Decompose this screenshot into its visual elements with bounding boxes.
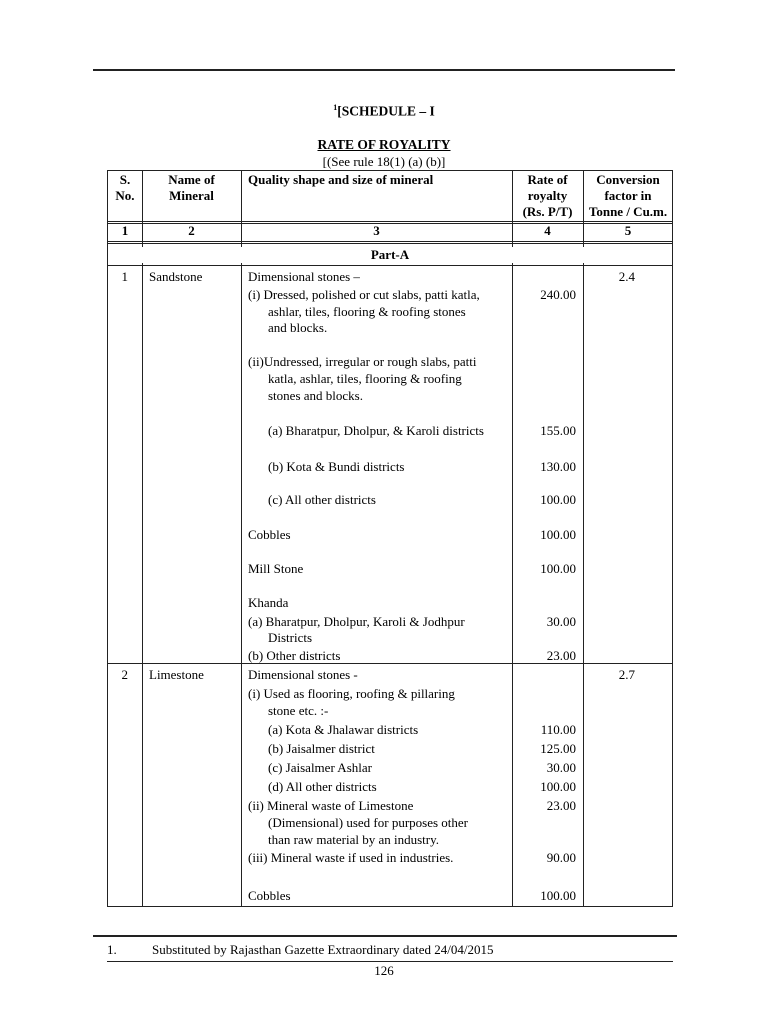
footnote-marker: 1 (333, 103, 338, 112)
page-number-rule (107, 961, 673, 962)
row-mineral: Limestone (149, 667, 204, 682)
row-sno: 1 (121, 269, 128, 284)
quality-line: Mill Stone (248, 561, 304, 576)
royalty-table (107, 170, 673, 907)
quality-line: Dimensional stones – (248, 269, 360, 284)
header-rate-line: royalty (527, 188, 568, 203)
quality-line: (ii) Mineral waste of Limestone (248, 798, 414, 813)
header-rate-line: Rate of (527, 172, 568, 187)
header-mineral-line: Mineral (169, 188, 214, 203)
header-conversion-line: Conversion (596, 172, 660, 187)
quality-line: than raw material by an industry. (268, 832, 439, 847)
quality-line: stones and blocks. (268, 388, 363, 403)
quality-line: (a) Bharatpur, Dholpur, & Karoli districts (268, 423, 484, 438)
rate-value: 100.00 (540, 561, 576, 576)
col-number: 3 (373, 223, 380, 238)
col-number: 2 (188, 223, 195, 238)
quality-line: (Dimensional) used for purposes other (268, 815, 469, 830)
part-rule (108, 265, 672, 266)
rate-value: 100.00 (540, 527, 576, 542)
quality-line: Districts (268, 630, 313, 645)
header-mineral-line: Name of (168, 172, 215, 187)
quality-line: Khanda (248, 595, 289, 610)
quality-line: (b) Jaisalmer district (268, 741, 375, 756)
rate-value: 100.00 (540, 779, 576, 794)
heading: RATE OF ROYALITY (317, 137, 451, 152)
rate-value: 110.00 (540, 722, 576, 737)
quality-line: (c) All other districts (268, 492, 376, 507)
header-sno (108, 172, 142, 204)
col-number: 1 (121, 223, 129, 238)
row-factor: 2.4 (618, 269, 635, 284)
part-label: Part-A (108, 247, 672, 263)
header-rate (512, 172, 583, 220)
header-conversion-line: Tonne / Cu.m. (588, 204, 668, 219)
rate-value: 90.00 (546, 850, 576, 865)
quality-line: (b) Other districts (248, 648, 341, 663)
rate-value: 240.00 (540, 287, 576, 302)
quality-line: stone etc. :- (268, 703, 329, 718)
header-rate-line: (Rs. P/T) (522, 204, 573, 219)
rate-value: 30.00 (546, 760, 576, 775)
footnote-rule (93, 935, 677, 937)
row-sno: 2 (121, 667, 128, 682)
quality-line: (a) Kota & Jhalawar districts (268, 722, 419, 737)
row-factor: 2.7 (618, 667, 635, 682)
header-sno-line: S. (119, 172, 131, 187)
quality-line: (d) All other districts (268, 779, 377, 794)
header-conversion-line: factor in (604, 188, 652, 203)
row-mineral: Sandstone (149, 269, 203, 284)
quality-line: (i) Dressed, polished or cut slabs, patti katla, (248, 287, 480, 302)
header-mineral (142, 172, 241, 204)
rate-value: 23.00 (546, 648, 576, 663)
quality-line: Cobbles (248, 888, 291, 903)
quality-line: Dimensional stones - (248, 667, 358, 682)
col-divider (142, 171, 143, 907)
quality-line: (a) Bharatpur, Dholpur, Karoli & Jodhpur (248, 614, 465, 629)
header-quality: Quality shape and size of mineral (248, 172, 434, 187)
schedule-label: [SCHEDULE – I (337, 103, 435, 119)
schedule-title (0, 103, 768, 120)
rate-value: 100.00 (540, 888, 576, 903)
footnote-text: Substituted by Rajasthan Gazette Extraordinary dated 24/04/2015 (152, 942, 494, 957)
col-number: 4 (544, 223, 551, 238)
header-conversion (583, 172, 673, 220)
colnum-rule (108, 241, 672, 244)
row-rule (108, 663, 672, 664)
top-rule (93, 69, 675, 71)
header-sno-line: No. (115, 188, 135, 203)
col-number: 5 (624, 223, 632, 238)
rate-value: 30.00 (546, 614, 576, 629)
quality-line: (i) Used as flooring, roofing & pillaring (248, 686, 455, 701)
col-divider (241, 171, 242, 907)
rate-value: 155.00 (540, 423, 576, 438)
page-number: 126 (374, 963, 394, 978)
quality-line: ashlar, tiles, flooring & roofing stones (268, 304, 466, 319)
rate-value: 100.00 (540, 492, 576, 507)
footnote-number: 1. (107, 942, 117, 957)
quality-line: (ii)Undressed, irregular or rough slabs, patti (248, 354, 477, 369)
quality-line: (b) Kota & Bundi districts (268, 459, 405, 474)
quality-line: (iii) Mineral waste if used in industries. (248, 850, 454, 865)
quality-line: Cobbles (248, 527, 291, 542)
rate-value: 23.00 (546, 798, 576, 813)
rate-value: 130.00 (540, 459, 576, 474)
quality-line: and blocks. (268, 320, 328, 335)
quality-line: katla, ashlar, tiles, flooring & roofing (268, 371, 462, 386)
quality-line: (c) Jaisalmer Ashlar (268, 760, 372, 775)
subheading: [(See rule 18(1) (a) (b)] (322, 154, 446, 169)
rate-value: 125.00 (540, 741, 576, 756)
